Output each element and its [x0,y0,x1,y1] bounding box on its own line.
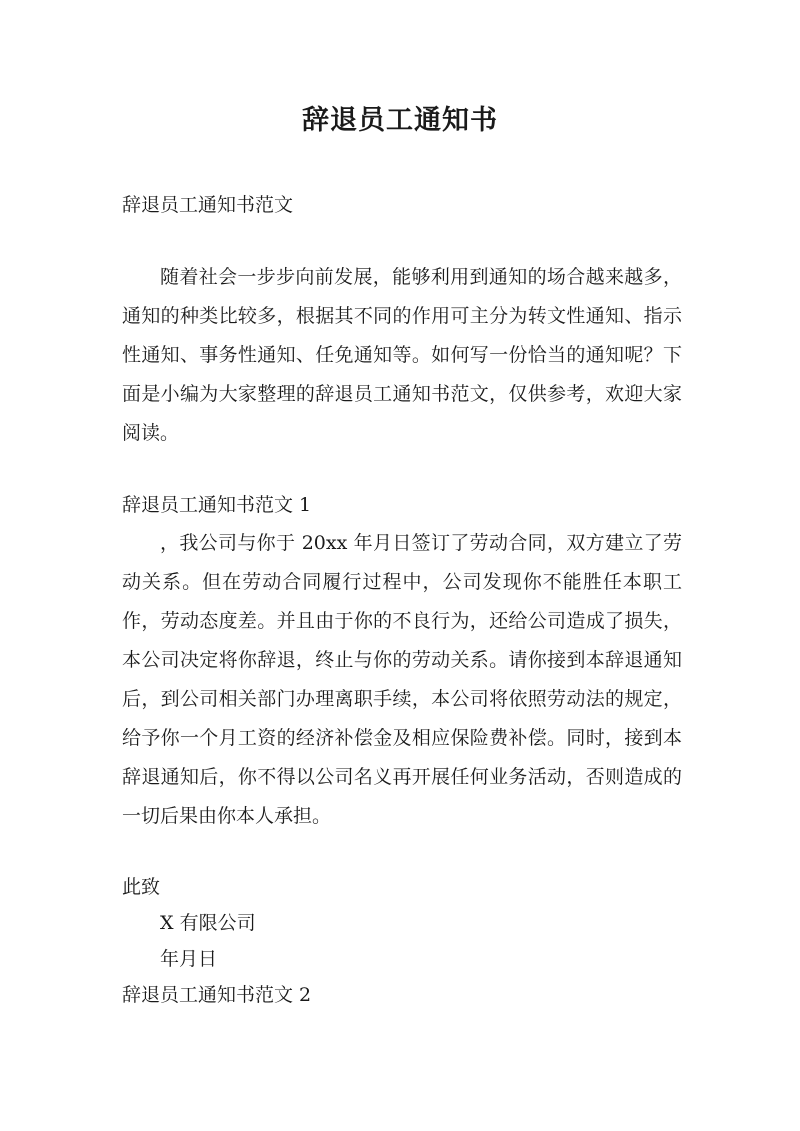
section2-heading: 辞退员工通知书范文 2 [122,984,312,1006]
section1-heading: 辞退员工通知书范文 1 [122,494,312,516]
document-title: 辞退员工通知书 [302,105,498,136]
intro-paragraph: 随着社会一步步向前发展，能够利用到通知的场合越来越多，通知的种类比较多，根据其不同的作用可主分为转文性通知、指示性通知、事务性通知、任免通知等。如何写一份恰当的通知呢？下面是小编为大家整理的辞退员工通知书范文，仅供参考，欢迎大家阅读。 [122,266,682,444]
signature-date: 年月日 [160,948,218,970]
closing-salutation: 此致 [122,876,161,898]
section1-body: ，我公司与你于 20xx 年月日签订了劳动合同，双方建立了劳动关系。但在劳动合同履行过程中，公司发现你不能胜任本职工作，劳动态度差。并且由于你的不良行为，还给公司造成了损失，本公司决定将你辞退，终止与你的劳动关系。请你接到本辞退通知后，到公司相关部门办理离职手续，本公司将依照劳动法的规定，给予你一个月工资的经济补偿金及相应保险费补偿。同时，接到本辞退通知后，你不得以公司名义再开展任何业务活动，否则造成的一切后果由你本人承担。 [122,532,682,827]
subtitle: 辞退员工通知书范文 [122,194,294,216]
company-name: X 有限公司 [160,912,256,934]
